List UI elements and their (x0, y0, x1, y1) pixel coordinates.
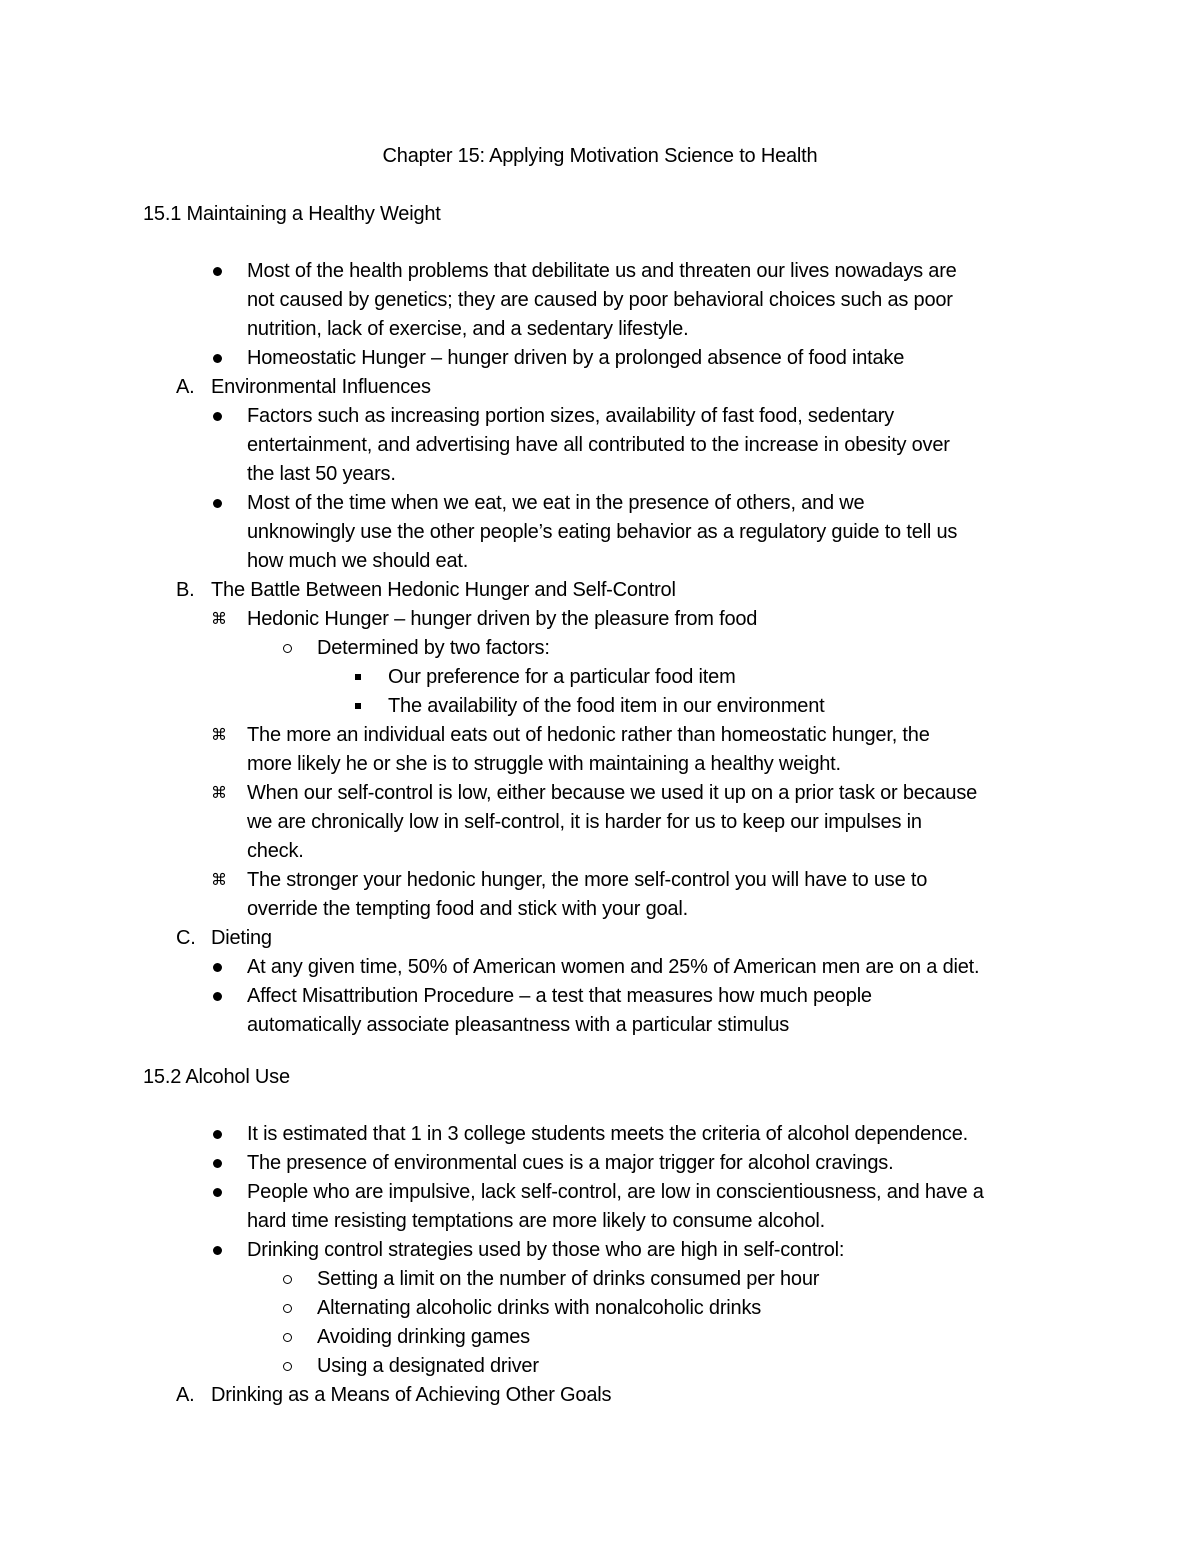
list-item: The presence of environmental cues is a major trigger for alcohol cravings. (0, 1149, 1200, 1178)
list-item: ⌘ The more an individual eats out of hedonic rather than homeostatic hunger, the (211, 724, 930, 746)
list-item-continuation: unknowingly use the other people’s eating behavior as a regulatory guide to tell us (247, 521, 958, 543)
subsection-heading-a: A. Environmental Influences (176, 376, 431, 398)
list-item: Determined by two factors: (0, 634, 1200, 663)
list-item-continuation: not caused by genetics; they are caused by poor behavioral choices such as poor (247, 289, 953, 311)
page-title: Chapter 15: Applying Motivation Science to Health (382, 145, 818, 167)
list-item-continuation: override the tempting food and stick with your goal. (247, 898, 688, 920)
subsection-heading-b: B. The Battle Between Hedonic Hunger and Self-Control (176, 579, 676, 601)
list-item: Homeostatic Hunger – hunger driven by a prolonged absence of food intake (0, 344, 1200, 373)
list-item: Affect Misattribution Procedure – a test that measures how much people (0, 982, 1200, 1011)
list-item: Alternating alcoholic drinks with nonalcoholic drinks (0, 1294, 1200, 1323)
list-item: ⌘ The stronger your hedonic hunger, the more self-control you will have to use to (211, 869, 928, 891)
list-item-continuation: the last 50 years. (247, 463, 396, 485)
list-item: ⌘ When our self-control is low, either because we used it up on a prior task or because (211, 782, 978, 804)
list-item-continuation: nutrition, lack of exercise, and a sedentary lifestyle. (247, 318, 689, 340)
list-item: Most of the time when we eat, we eat in the presence of others, and we (0, 489, 1200, 518)
subsection-heading-a: A. Drinking as a Means of Achieving Other Goals (176, 1384, 612, 1406)
list-item: Setting a limit on the number of drinks consumed per hour (0, 1265, 1200, 1294)
list-item-continuation: how much we should eat. (247, 550, 469, 572)
section-15-1-content (0, 257, 1200, 1040)
list-item-continuation: entertainment, and advertising have all contributed to the increase in obesity over (247, 434, 950, 456)
list-item: It is estimated that 1 in 3 college students meets the criteria of alcohol dependence. (0, 1120, 1200, 1149)
subsection-heading-c: C. Dieting (176, 927, 272, 949)
list-item: At any given time, 50% of American women and 25% of American men are on a diet. (0, 953, 1200, 982)
list-item: Factors such as increasing portion sizes, availability of fast food, sedentary (0, 402, 1200, 431)
list-item-continuation: more likely he or she is to struggle with maintaining a healthy weight. (247, 753, 841, 775)
list-item: Our preference for a particular food item (0, 663, 1200, 692)
list-item: Drinking control strategies used by those who are high in self-control: (0, 1236, 1200, 1265)
section-15-2-content (0, 1120, 1200, 1410)
list-item: Avoiding drinking games (0, 1323, 1200, 1352)
section-heading-15-2: 15.2 Alcohol Use (143, 1066, 290, 1088)
list-item: Using a designated driver (0, 1352, 1200, 1381)
list-item-continuation: check. (247, 840, 304, 862)
section-heading-15-1: 15.1 Maintaining a Healthy Weight (143, 203, 441, 225)
list-item-continuation: we are chronically low in self-control, it is harder for us to keep our impulses in (247, 811, 922, 833)
list-item: People who are impulsive, lack self-control, are low in conscientiousness, and have a (0, 1178, 1200, 1207)
list-item: The availability of the food item in our environment (0, 692, 1200, 721)
list-item-continuation: hard time resisting temptations are more likely to consume alcohol. (247, 1210, 825, 1232)
list-item: ⌘ Hedonic Hunger – hunger driven by the pleasure from food (211, 608, 758, 630)
list-item-continuation: automatically associate pleasantness with a particular stimulus (247, 1014, 790, 1036)
list-item: Most of the health problems that debilitate us and threaten our lives nowadays are (0, 257, 1200, 286)
